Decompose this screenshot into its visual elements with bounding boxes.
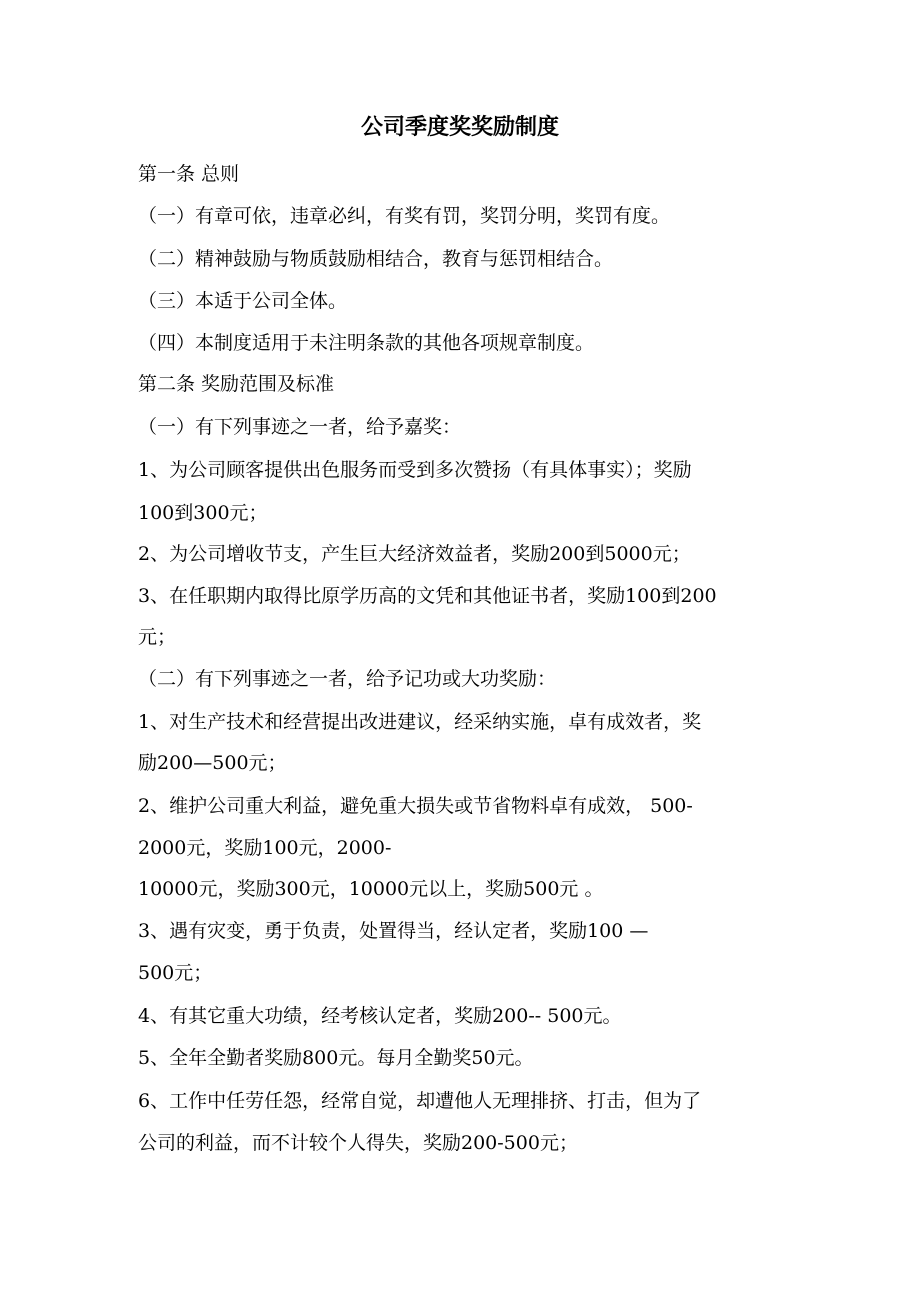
paragraph-line: 5、全年全勤者奖励800元。每月全勤奖50元。 (138, 1047, 534, 1069)
paragraph-line: 3、遇有灾变，勇于负责，处置得当，经认定者，奖励100 — (138, 920, 649, 942)
paragraph-line: 10000元，奖励300元，10000元以上，奖励500元 。 (138, 878, 604, 900)
paragraph-line: （一）有章可依，违章必纠，有奖有罚，奖罚分明，奖罚有度。 (138, 205, 671, 227)
paragraph-line: 500元； (138, 962, 213, 984)
paragraph-line: 2、维护公司重大利益，避免重大损失或节省物料卓有成效， 500- (138, 795, 693, 817)
paragraph-line: 2000元，奖励100元，2000- (138, 837, 392, 859)
paragraph-line: 2、为公司增收节支，产生巨大经济效益者，奖励200到5000元； (138, 543, 691, 565)
paragraph-line: 元； (138, 626, 177, 648)
paragraph-line: （一）有下列事迹之一者，给予嘉奖： (138, 416, 462, 438)
paragraph-line: 励200—500元； (138, 752, 287, 774)
paragraph-line: 1、对生产技术和经营提出改进建议，经采纳实施，卓有成效者，奖 (138, 711, 702, 733)
paragraph-line: （二）精神鼓励与物质鼓励相结合，教育与惩罚相结合。 (138, 248, 614, 270)
paragraph-line: （三）本适于公司全体。 (138, 290, 348, 312)
paragraph-line: 3、在任职期内取得比原学历高的文凭和其他证书者，奖励100到200 (138, 585, 717, 607)
paragraph-line: （四）本制度适用于未注明条款的其他各项规章制度。 (138, 332, 595, 354)
document-title: 公司季度奖奖励制度 (360, 115, 559, 140)
paragraph-line: 公司的利益，而不计较个人得失，奖励200-500元； (138, 1132, 578, 1154)
paragraph-line: 100到300元； (138, 502, 268, 524)
paragraph-line: 6、工作中任劳任怨，经常自觉，却遭他人无理排挤、打击，但为了 (138, 1090, 702, 1112)
paragraph-line: 1、为公司顾客提供出色服务而受到多次赞扬（有具体事实）；奖励 (138, 459, 692, 481)
paragraph-line: 4、有其它重大功绩，经考核认定者，奖励200-- 500元。 (138, 1005, 622, 1027)
article-heading: 第一条 总则 (138, 163, 240, 185)
paragraph-line: （二）有下列事迹之一者，给予记功或大功奖励： (138, 668, 557, 690)
article-heading: 第二条 奖励范围及标准 (138, 373, 335, 395)
